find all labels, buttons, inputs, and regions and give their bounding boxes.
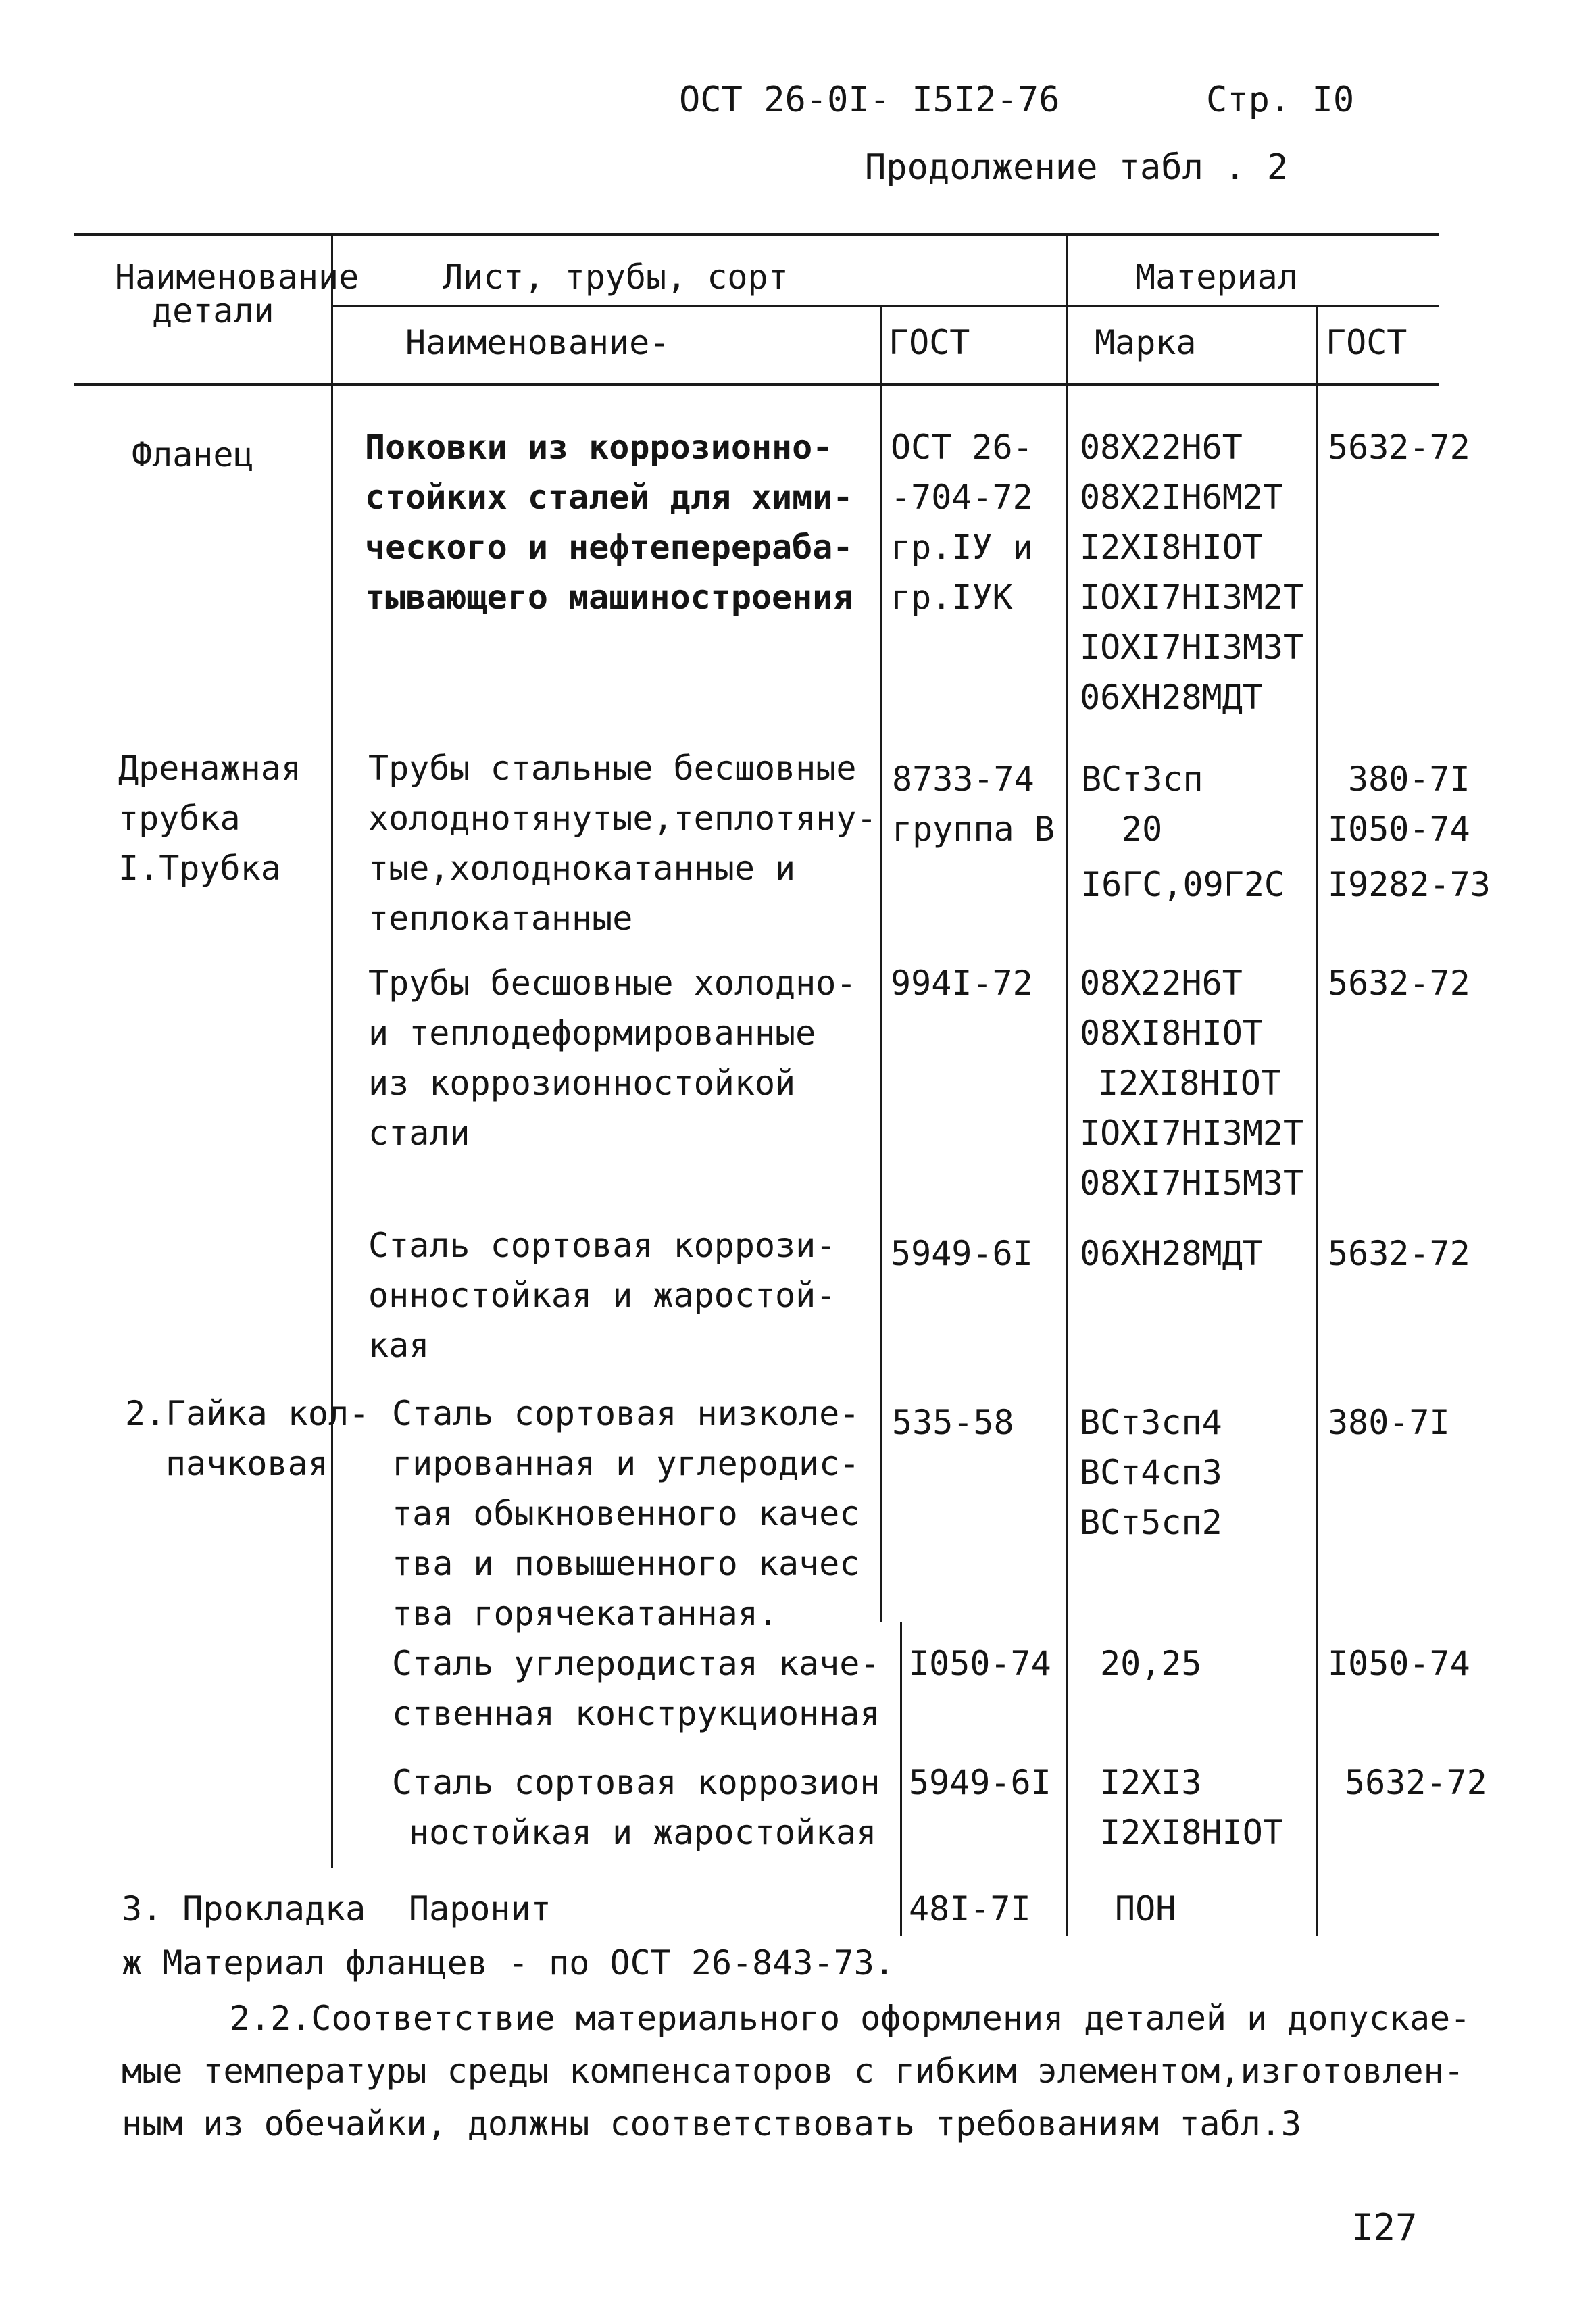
sheet-name: тая обыкновенного качес [392,1494,860,1533]
part-name: трубка [118,799,241,838]
material-gost: 380-7I [1348,760,1470,799]
sheet-gost: 535-58 [892,1403,1014,1442]
paragraph-line: 2.2.Соответствие материального оформления деталей и допускае- [230,1999,1471,2038]
sheet-name: холоднотянутые,теплотяну- [368,799,877,838]
sheet-name: онностойкая и жаростой- [368,1276,837,1315]
material-grade: IОХI7НI3М2Т [1080,1114,1304,1153]
sheet-gost: I050-74 [909,1644,1051,1683]
material-grade: 06ХН28МДТ [1080,1234,1263,1273]
sheet-gost: 5949-6I [891,1234,1033,1273]
sheet-name: ственная конструкционная [392,1694,880,1733]
col-rule-name [880,305,882,1622]
sheet-name: тые,холоднокатанные и [368,849,796,888]
sheet-gost: -704-72 [891,478,1033,517]
material-grade: I6ГС,09Г2С [1081,865,1285,904]
sheet-gost: гр.IУК [891,578,1013,617]
sheet-name: тывающего машиностроения [365,578,853,617]
material-grade: IОХI7НI3М2Т [1080,578,1304,617]
page-label: Стр. I0 [1206,80,1355,120]
footnote: ж Материал фланцев - по ОСТ 26-843-73. [122,1943,895,1983]
table-continuation-label: Продолжение табл . 2 [865,147,1289,188]
material-grade: 06ХН28МДТ [1080,678,1263,717]
material-gost: I050-74 [1328,810,1470,849]
sheet-name: Сталь сортовая коррозион [392,1763,880,1802]
sheet-name: тва горячекатанная. [392,1594,778,1633]
header-sheet-gost: ГОСТ [889,323,970,362]
sheet-name: Сталь углеродистая каче- [392,1644,880,1683]
sheet-name: гированная и углеродис- [392,1444,860,1483]
material-grade: ВСт3сп4 [1080,1403,1222,1442]
material-gost: 5632-72 [1328,964,1470,1003]
header-sheet-group: Лист, трубы, сорт [443,257,789,297]
sheet-name: Трубы стальные бесшовные [368,749,857,788]
material-grade: I2ХI8НIОТ [1080,528,1263,567]
part-name: 2.Гайка кол- [125,1394,370,1433]
sheet-name: тва и повышенного качес [392,1544,860,1583]
material-grade: 08Х2IН6М2Т [1080,478,1284,517]
paragraph-line: мые температуры среды компенсаторов с гибким элементом,изготовлен- [122,2051,1464,2091]
part-name: пачковая [166,1444,328,1483]
sheet-gost: 5949-6I [909,1763,1051,1802]
material-gost: I050-74 [1328,1644,1470,1683]
material-grade: 20 [1122,810,1163,849]
material-gost: 5632-72 [1328,1234,1470,1273]
sheet-gost: 994I-72 [891,964,1033,1003]
material-gost: 5632-72 [1345,1763,1487,1802]
sheet-name: стали [368,1114,470,1153]
header-material: Материал [1135,257,1298,297]
col-rule-gost-lower [900,1622,902,1936]
sheet-name: ностойкая и жаростойкая [409,1813,877,1852]
material-gost: I9282-73 [1328,865,1491,904]
material-grade: ВСт3сп [1081,760,1203,799]
material-grade: 08ХI8НIОТ [1080,1014,1263,1053]
part-name: Фланец [132,435,254,474]
header-part-name-line1: Наименование [115,257,359,297]
document-code: ОСТ 26-0I- I5I2-76 [679,80,1060,120]
material-grade: I2ХI8НIОТ [1098,1064,1281,1103]
paragraph-line: ным из обечайки, должны соответствовать требованиям табл.3 [122,2104,1301,2143]
sheet-name: стойких сталей для хими- [365,478,853,517]
sheet-gost: 48I-7I [909,1889,1031,1928]
header-bottom-rule [74,383,1439,386]
sheet-gost: группа В [892,810,1055,849]
material-grade: I2ХI3 [1100,1763,1202,1802]
sheet-name: Трубы бесшовные холодно- [368,964,857,1003]
material-grade: 20,25 [1100,1644,1202,1683]
sheet-name: из коррозионностойкой [368,1064,796,1103]
sheet-name: Сталь сортовая низколе- [392,1394,860,1433]
material-grade: I2ХI8НIОТ [1100,1813,1283,1852]
material-grade: ВСт4сп3 [1080,1453,1222,1492]
sheet-gost: ОСТ 26- [891,428,1033,467]
header-material-gost: ГОСТ [1326,323,1407,362]
part-name: 3. Прокладка [122,1889,366,1928]
col-rule-material-gost [1316,305,1318,1936]
page-number: I27 [1351,2206,1418,2249]
sheet-gost: 8733-74 [892,760,1034,799]
part-name: I.Трубка [118,849,281,888]
material-grade: 08ХI7НI5М3Т [1080,1164,1304,1203]
header-material-grade: Марка [1095,323,1197,362]
sheet-name: и теплодеформированные [368,1014,816,1053]
material-grade: 08Х22Н6Т [1080,428,1243,467]
sheet-name: Паронит [409,1889,551,1928]
material-gost: 380-7I [1328,1403,1450,1442]
header-part-name-line2: детали [152,291,274,330]
header-sheet-name: Наименование- [405,323,670,362]
sheet-gost: гр.IУ и [891,528,1033,567]
material-grade: ВСт5сп2 [1080,1503,1222,1542]
material-grade: 08Х22Н6Т [1080,964,1243,1003]
col-rule-part [331,233,333,1868]
header-split-rule [331,305,1439,307]
sheet-name: кая [368,1326,430,1365]
material-grade: ПОН [1115,1889,1176,1928]
sheet-name: Поковки из коррозионно- [365,428,833,467]
sheet-name: Сталь сортовая коррози- [368,1226,837,1265]
material-grade: IОХI7НI3М3Т [1080,628,1304,667]
part-name: Дренажная [118,749,301,788]
sheet-name: ческого и нефтеперераба- [365,528,853,567]
sheet-name: теплокатанные [368,899,633,938]
material-gost: 5632-72 [1328,428,1470,467]
col-rule-material [1066,233,1068,1936]
table-top-rule [74,233,1439,236]
